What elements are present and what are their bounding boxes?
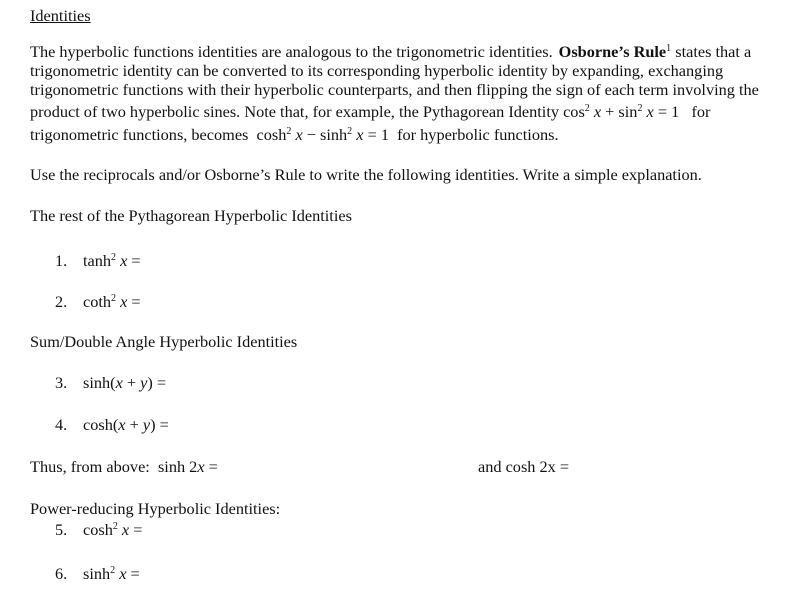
pythagorean-section-title: The rest of the Pythagorean Hyperbolic Identities bbox=[30, 206, 352, 225]
intro-text: The hyperbolic functions identities are analogous to the trigonometric identities. bbox=[30, 42, 553, 61]
identity-item-3: 3. sinh(x + y) = bbox=[55, 373, 167, 392]
intro-text: product of two hyperbolic sines. Note that, for example, the Pythagorean Identity bbox=[30, 102, 559, 121]
pythagorean-identity-formula: $\cos^2 x + \sin^2 x = 1$ bbox=[563, 102, 680, 121]
intro-line-2: trigonometric identity can be converted to its corresponding hyperbolic identity by expanding, exchanging bbox=[30, 61, 724, 80]
sum-section-title: Sum/Double Angle Hyperbolic Identities bbox=[30, 332, 298, 351]
sinh-2x-formula: sinh 2x = bbox=[157, 457, 218, 476]
power-section-title: Power-reducing Hyperbolic Identities: bbox=[30, 499, 281, 518]
intro-line-3: trigonometric functions with their hyperbolic counterparts, and then flipping the sign of each term involving the bbox=[30, 80, 759, 99]
intro-text: for bbox=[691, 102, 711, 121]
thus-label: Thus, from above: bbox=[30, 457, 150, 476]
osborne-rule-term: Osborne’s Rule bbox=[558, 42, 667, 61]
intro-text: trigonometric functions, becomes bbox=[30, 125, 249, 144]
footnote-marker: 1 bbox=[666, 43, 672, 54]
identity-item-4: 4. cosh(x + y) = bbox=[55, 415, 169, 434]
thus-line bbox=[30, 458, 218, 475]
identity-item-2: 2. coth$^2$ x = bbox=[55, 292, 141, 311]
instruction-text: Use the reciprocals and/or Osborne’s Rule to write the following identities. Write a simple explanation. bbox=[30, 165, 702, 184]
intro-line-1 bbox=[30, 43, 805, 60]
intro-line-5 bbox=[30, 126, 805, 143]
intro-text: states that a bbox=[675, 42, 752, 61]
page-heading: Identities bbox=[30, 6, 91, 25]
identity-item-1: 1. $\tanh^2 x$ = bbox=[55, 251, 141, 270]
hyperbolic-identity-formula: $\cosh^2 x - \sinh^2 x = 1$ bbox=[256, 125, 389, 144]
intro-text: for hyperbolic functions. bbox=[397, 125, 559, 144]
cosh-2x-formula: and cosh 2x = bbox=[478, 457, 570, 476]
identity-item-5: 5. $\cosh^2 x$ = bbox=[55, 520, 143, 539]
identity-item-6: 6. $\sinh^2 x$ = bbox=[55, 564, 140, 583]
intro-line-4 bbox=[30, 103, 805, 120]
